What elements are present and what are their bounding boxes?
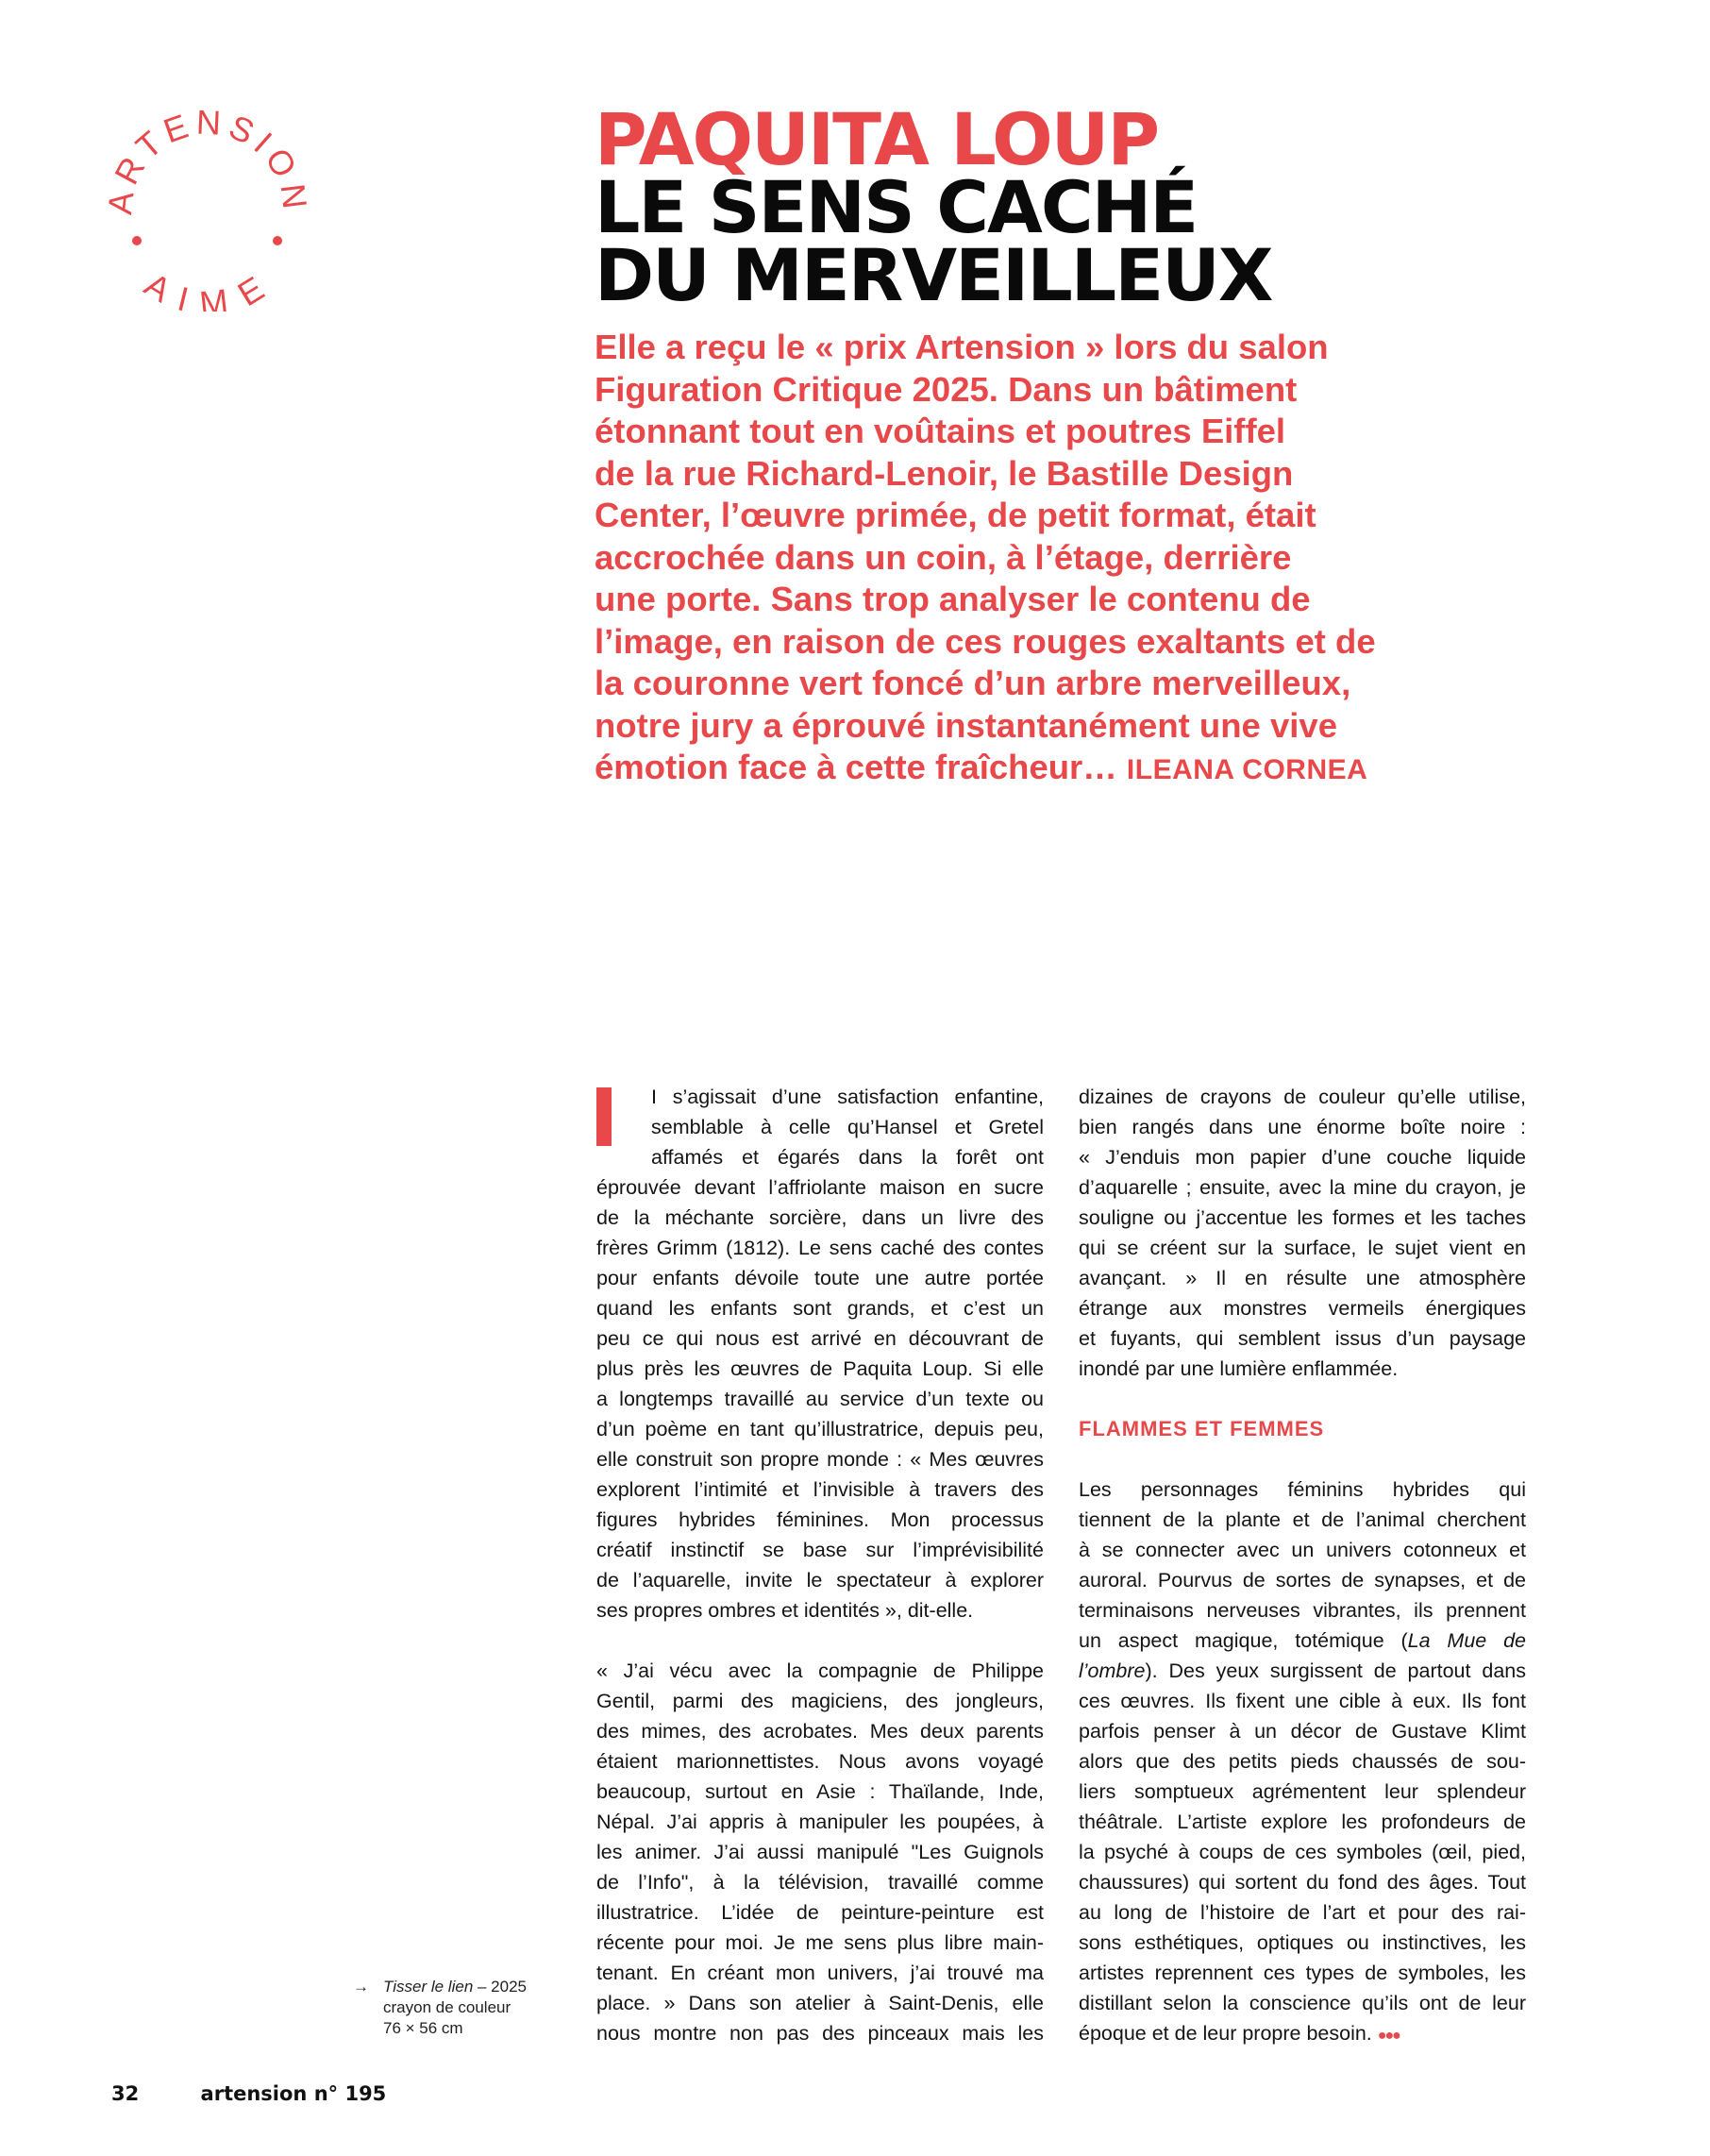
paragraph-gap <box>1079 1444 1526 1474</box>
page-number: 32 <box>111 2082 140 2105</box>
body-column-1 <box>596 1082 1044 2048</box>
body-line: souligne ou j’accentue les formes et les taches <box>1079 1206 1526 1229</box>
standfirst-text: émotion face à cette fraîcheur… <box>595 748 1117 786</box>
body-line: Gentil, parmi des magiciens, des jongleurs, <box>596 1690 1044 1712</box>
body-line: auroral. Pourvus de sortes de synapses, et de <box>1079 1569 1526 1592</box>
caption-title-line <box>383 1977 527 1997</box>
body-line: parfois penser à un décor de Gustave Klimt <box>1079 1720 1526 1743</box>
paragraph-gap <box>596 1625 1044 1656</box>
body-line: étrange aux monstres vermeils énergiques <box>1079 1297 1526 1320</box>
image-caption <box>353 1977 527 2039</box>
page-footer <box>111 2082 386 2105</box>
body-line: de la méchante sorcière, dans un livre des <box>596 1206 1044 1229</box>
standfirst <box>595 327 1463 792</box>
headline-line-2: LE SENS CACHÉ <box>595 165 1198 249</box>
body-line-last <box>1079 2018 1526 2048</box>
standfirst-line: de la rue Richard-Lenoir, le Bastille Design <box>595 453 1294 493</box>
arrow-right-icon: → <box>353 1978 369 1996</box>
body-line: affamés et égarés dans la forêt ont <box>651 1146 1044 1169</box>
body-line: inondé par une lumière enflammée. <box>1079 1357 1399 1380</box>
body-line: ces œuvres. Ils fixent une cible à eux. Ils font <box>1079 1690 1526 1712</box>
magazine-issue: artension n° 195 <box>200 2082 387 2105</box>
body-line: peu ce qui nous est arrivé en découvrant de <box>596 1327 1044 1350</box>
body-line <box>1079 1656 1526 1686</box>
body-line: Népal. J’ai appris à manipuler les poupées, à <box>596 1811 1044 1833</box>
body-line: semblable à celle qu’Hansel et Gretel <box>651 1116 1044 1138</box>
section-subheading: FLAMMES ET FEMMES <box>1079 1417 1325 1440</box>
standfirst-line: accrochée dans un coin, à l’étage, derrière <box>595 537 1292 577</box>
body-line: Les personnages féminins hybrides qui <box>1079 1478 1526 1501</box>
svg-text:AIME <box>138 264 277 312</box>
headline-line-3: DU MERVEILLEUX <box>595 233 1272 317</box>
circular-logo-icon <box>99 94 316 312</box>
body-line: elle construit son propre monde : « Mes œuvres <box>596 1448 1044 1471</box>
body-line: de l’aquarelle, invite le spectateur à explorer <box>596 1569 1044 1592</box>
body-line: chaussures) qui sortent du fond des âges. Tout <box>1079 1871 1526 1894</box>
standfirst-line: l’image, en raison de ces rouges exaltants et de <box>595 621 1376 661</box>
artwork-title: l’ombre <box>1079 1659 1146 1682</box>
body-line: explorent l’intimité et l’invisible à travers des <box>596 1478 1044 1501</box>
logo-dot-left <box>132 236 142 245</box>
body-line: beaucoup, surtout en Asie : Thaïlande, Inde, <box>596 1780 1044 1803</box>
body-line: liers somptueux agrémentent leur splendeur <box>1079 1780 1526 1803</box>
body-line: pour enfants dévoile toute une autre portée <box>596 1267 1044 1289</box>
body-text: ). Des yeux surgissent de partout dans <box>1145 1659 1526 1682</box>
body-line: figures hybrides féminines. Mon processus <box>596 1508 1044 1531</box>
logo-top-text: ARTENSION <box>100 102 316 217</box>
body-line: récente pour moi. Je me sens plus libre main- <box>596 1931 1044 1954</box>
body-line: plus près les œuvres de Paquita Loup. Si elle <box>596 1357 1044 1380</box>
body-line: qui se créent sur la surface, le sujet vient en <box>1079 1237 1526 1259</box>
body-line: d’aquarelle ; ensuite, avec la mine du crayon, je <box>1079 1176 1526 1199</box>
body-line: quand les enfants sont grands, et c’est un <box>596 1297 1044 1320</box>
end-mark-icon: ●●● <box>1377 2028 1400 2044</box>
body-text: époque et de leur propre besoin. <box>1079 2022 1372 2045</box>
body-line: créatif instinctif se base sur l’imprévisibilité <box>596 1539 1044 1561</box>
body-line: les animer. J’ai aussi manipulé "Les Guignols <box>596 1841 1044 1863</box>
caption-artwork-title: Tisser le lien <box>383 1978 474 1996</box>
body-line: place. » Dans son atelier à Saint-Denis, elle <box>596 1992 1044 2014</box>
standfirst-line: une porte. Sans trop analyser le contenu de <box>595 580 1311 618</box>
body-line: tiennent de la plante et de l’animal cherchent <box>1079 1508 1526 1531</box>
caption-medium: crayon de couleur <box>383 1998 511 2016</box>
body-line: éprouvée devant l’affriolante maison en sucre <box>596 1176 1044 1199</box>
body-line: des mimes, des acrobates. Mes deux parents <box>596 1720 1044 1743</box>
standfirst-line: Elle a reçu le « prix Artension » lors du salon <box>595 328 1329 366</box>
body-line: a longtemps travaillé au service d’un texte ou <box>596 1388 1044 1410</box>
logo-bottom-text: AIME <box>138 264 277 312</box>
body-line <box>1079 1625 1526 1656</box>
body-line: nous montre non pas des pinceaux mais les <box>596 2022 1044 2045</box>
body-line: de l’Info", à la télévision, travaillé comme <box>596 1871 1044 1894</box>
body-line: artistes reprennent ces types de symboles, les <box>1079 1962 1526 1984</box>
svg-text:ARTENSION <box>100 103 315 217</box>
body-line: terminaisons nerveuses vibrantes, ils prennent <box>1079 1599 1526 1622</box>
body-line: « J’ai vécu avec la compagnie de Philippe <box>596 1659 1044 1682</box>
body-line: distillant selon la conscience qu’ils ont de leur <box>1079 1992 1526 2014</box>
body-line: frères Grimm (1812). Le sens caché des contes <box>596 1237 1044 1259</box>
body-line: étaient marionnettistes. Nous avons voyagé <box>596 1750 1044 1773</box>
body-text: un aspect magique, totémique ( <box>1079 1629 1408 1652</box>
body-line: d’un poème en tant qu’illustratrice, depuis peu, <box>596 1418 1044 1440</box>
logo-dot-right <box>273 236 282 245</box>
standfirst-line-last <box>595 747 1463 792</box>
artension-aime-logo <box>99 94 316 312</box>
standfirst-line: Center, l’œuvre primée, de petit format, était <box>595 496 1316 534</box>
standfirst-line: la couronne vert foncé d’un arbre merveilleux, <box>595 664 1351 702</box>
author-name: ILEANA CORNEA <box>1126 754 1368 785</box>
body-line: et fuyants, qui semblent issus d’un paysage <box>1079 1327 1526 1350</box>
standfirst-line: notre jury a éprouvé instantanément une vive <box>595 705 1337 745</box>
artwork-title: La Mue de <box>1407 1629 1526 1652</box>
body-column-2 <box>1079 1082 1526 2048</box>
body-line: alors que des petits pieds chaussés de sou- <box>1079 1750 1526 1773</box>
headline <box>595 97 1272 317</box>
body-line: illustratrice. L’idée de peinture-peinture est <box>596 1901 1044 1924</box>
standfirst-line: étonnant tout en voûtains et poutres Eiffel <box>595 412 1286 450</box>
body-line: la psyché à coups de ces symboles (œil, pied, <box>1079 1841 1526 1863</box>
caption-dimensions: 76 × 56 cm <box>383 2019 463 2037</box>
body-line: tenant. En créant mon univers, j’ai trouvé ma <box>596 1962 1044 1984</box>
body-line: au long de l’histoire de l’art et pour des rai- <box>1079 1901 1526 1924</box>
headline-artist-name: PAQUITA LOUP <box>595 97 1159 181</box>
body-line: théâtrale. L’artiste explore les profondeurs de <box>1079 1811 1526 1833</box>
body-line: bien rangés dans une énorme boîte noire : <box>1079 1116 1526 1138</box>
caption-year: – 2025 <box>473 1978 528 1996</box>
body-line: à se connecter avec un univers cotonneux et <box>1079 1539 1526 1561</box>
body-line: ses propres ombres et identités », dit-elle. <box>596 1599 974 1622</box>
standfirst-line: Figuration Critique 2025. Dans un bâtiment <box>595 369 1298 409</box>
body-line: I s’agissait d’une satisfaction enfantine, <box>651 1086 1044 1108</box>
paragraph-gap <box>1079 1384 1526 1414</box>
body-line: sons esthétiques, optiques ou instinctives, les <box>1079 1931 1526 1954</box>
body-line: dizaines de crayons de couleur qu’elle utilise, <box>1079 1086 1526 1108</box>
body-line: avançant. » Il en résulte une atmosphère <box>1079 1267 1526 1289</box>
body-line: « J’enduis mon papier d’une couche liquide <box>1079 1146 1526 1169</box>
